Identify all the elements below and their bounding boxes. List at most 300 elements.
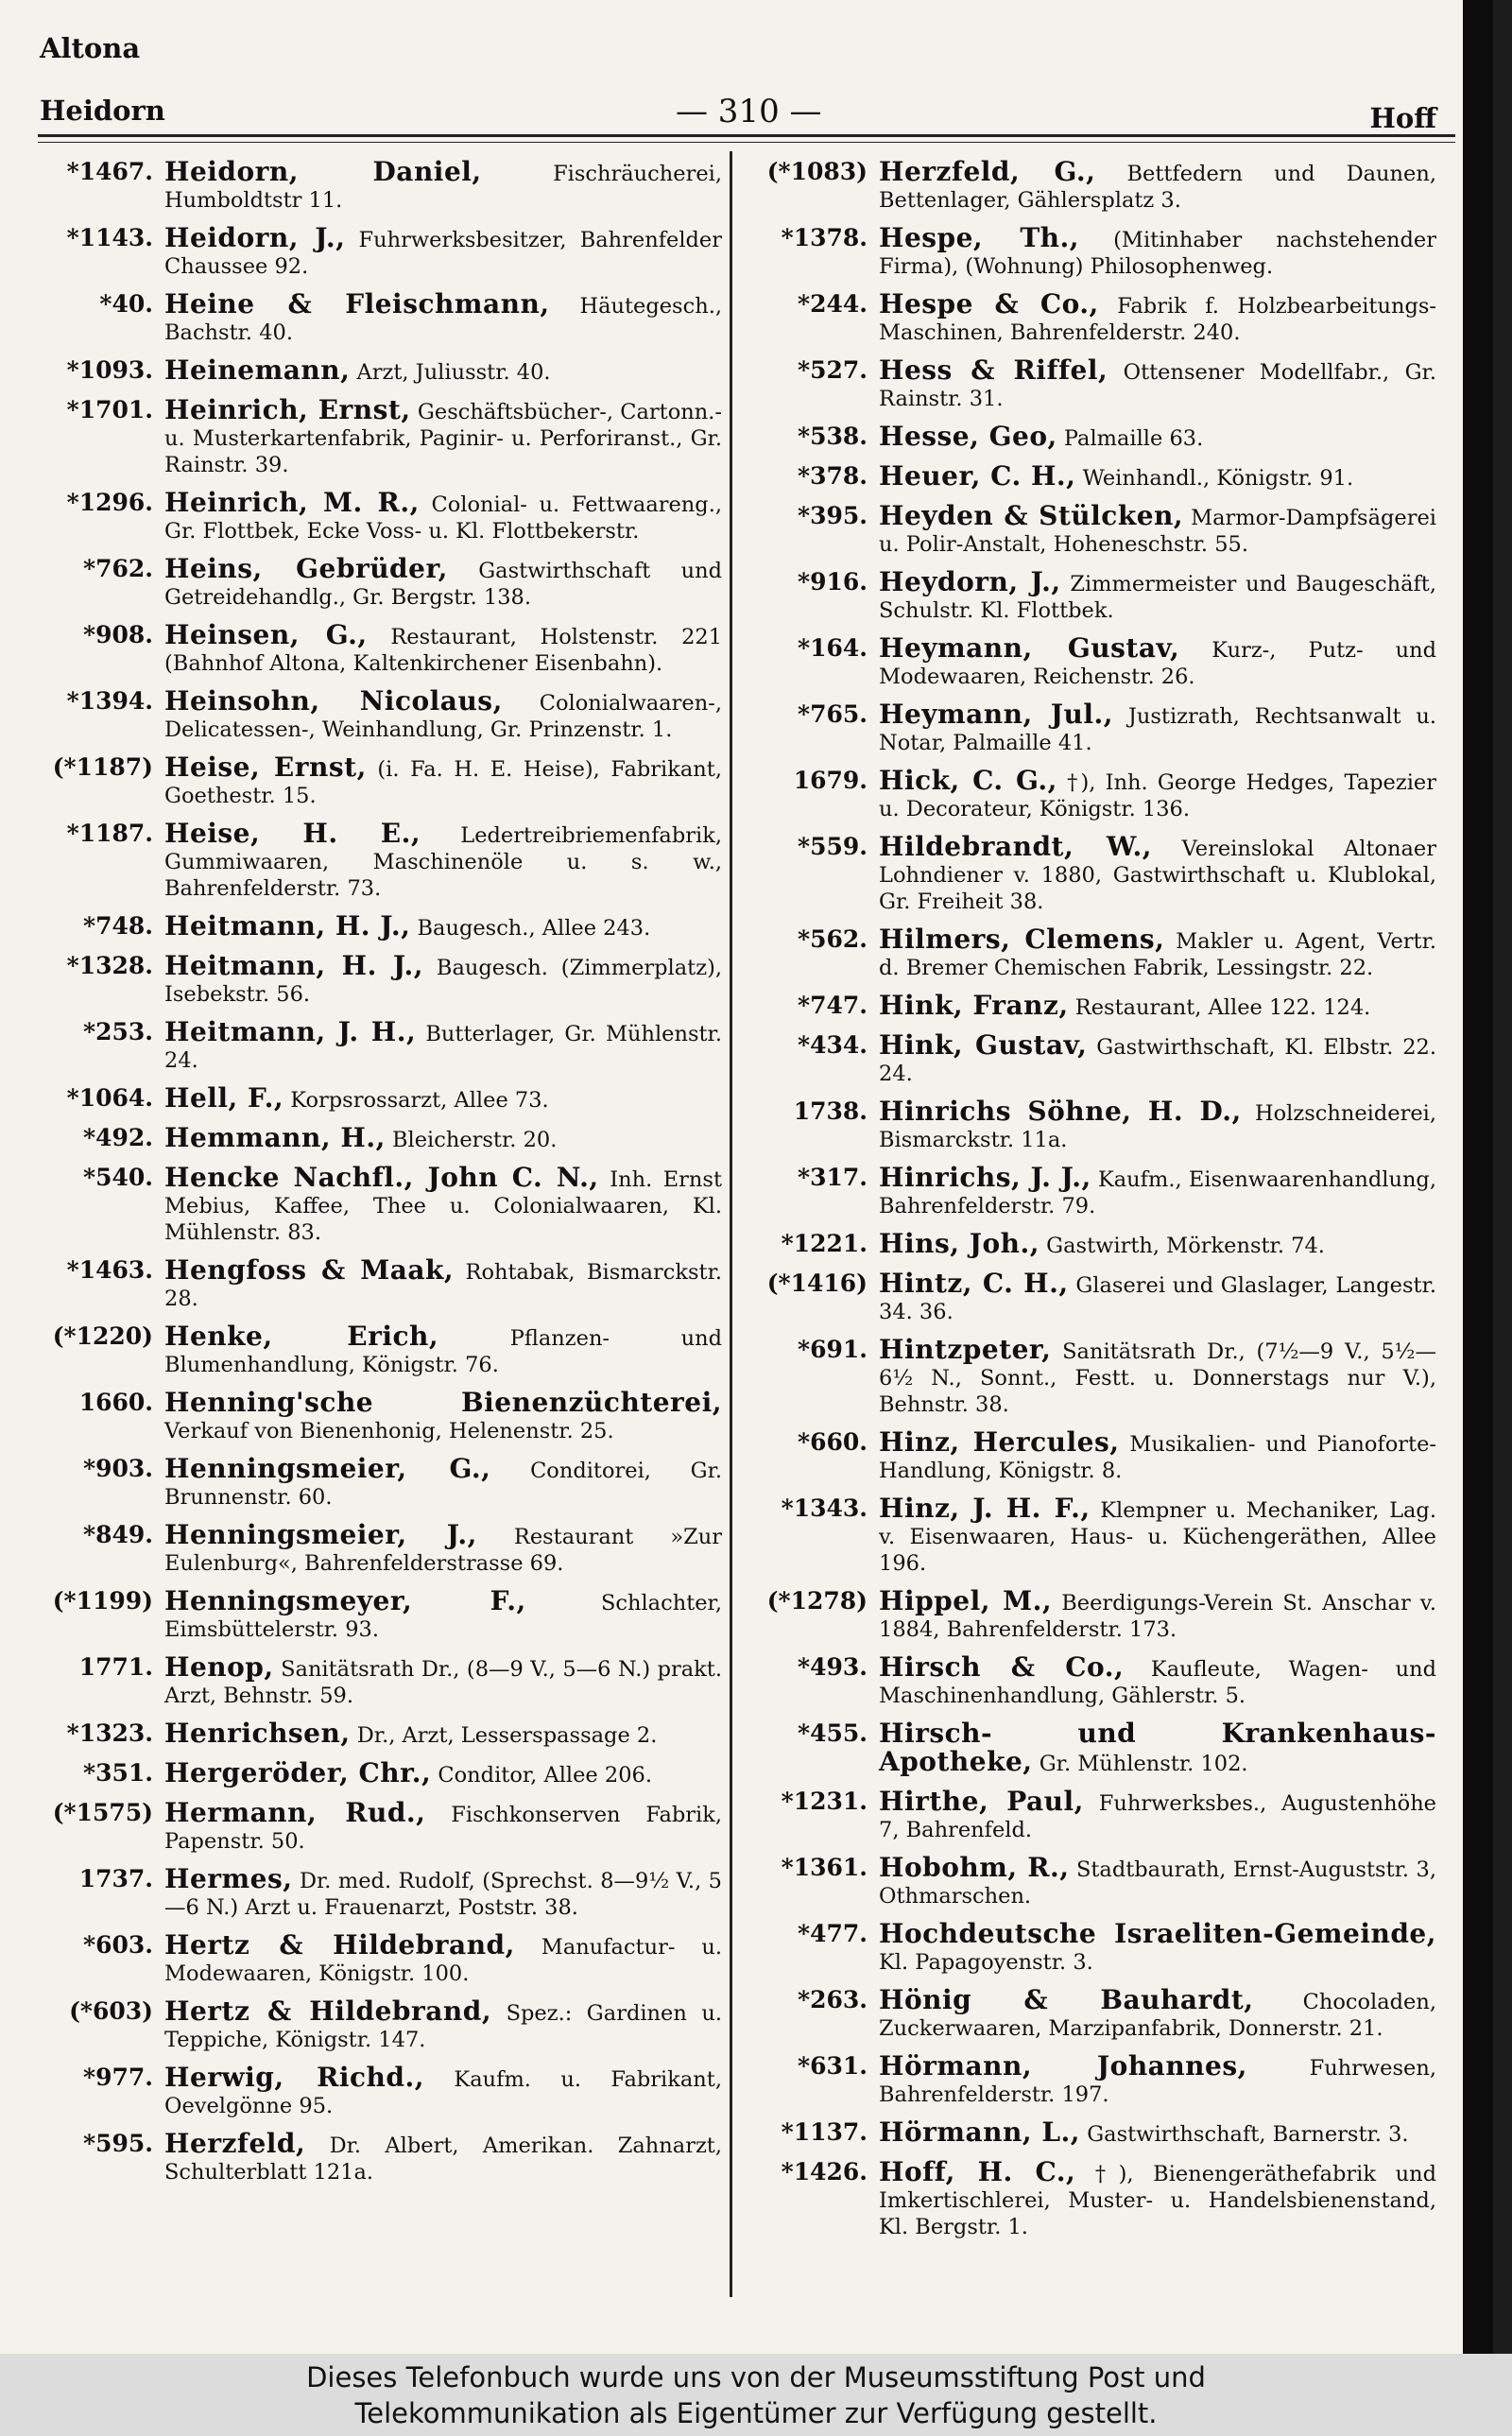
directory-entry <box>32 487 723 544</box>
directory-entry <box>747 156 1436 214</box>
entry-details: Sanitätsrath Dr., (7½—9 V., 5½—6½ N., Sonnt., Festt. u. Donnerstags nur V.), Behnstr. 38. <box>879 1339 1436 1417</box>
phone-number: 1737. <box>78 1865 153 1892</box>
entry-body <box>879 1162 1436 1219</box>
entry-body <box>164 1016 722 1074</box>
directory-entry <box>32 1387 722 1444</box>
entry-details: Kaufleute, Wagen- und Maschinenhandlung, Gählerstr. 5. <box>879 1657 1437 1708</box>
phone-number: *1221. <box>781 1230 868 1257</box>
entry-body <box>164 1757 722 1788</box>
entry-details: Baugesch., Allee 243. <box>417 916 651 941</box>
entry-body <box>879 990 1436 1021</box>
entry-name: Herzfeld, <box>164 2128 306 2159</box>
entry-name: Hink, Franz, <box>879 990 1069 1021</box>
phone-number: *1463. <box>66 1256 153 1284</box>
entry-body <box>164 1122 722 1153</box>
entry-name: Hell, F., <box>164 1082 284 1114</box>
phone-number: *1231. <box>781 1788 868 1815</box>
phone-number: *40. <box>99 290 153 318</box>
entry-name: Herzfeld, G., <box>879 156 1096 187</box>
directory-entry <box>32 1453 723 1511</box>
entry-body <box>164 1585 722 1643</box>
entry-body <box>879 288 1437 346</box>
entry-details: Ottensener Modellfabr., Gr. Rainstr. 31. <box>879 360 1436 411</box>
directory-entry <box>747 1334 1436 1418</box>
phone-number: *1064. <box>66 1084 153 1112</box>
entry-body <box>879 1852 1436 1909</box>
entry-body <box>879 926 1436 981</box>
entry-details: Glaserei und Glaslager, Langestr. 34. 36. <box>879 1273 1436 1324</box>
entry-details: Restaurant »Zur Eulenburg«, Bahrenfelderstrasse 69. <box>164 1525 722 1576</box>
phone-number: *762. <box>83 555 153 582</box>
entry-name: Hick, C. G., <box>879 765 1057 796</box>
entry-body <box>164 1162 723 1246</box>
phone-number: *1343. <box>781 1494 868 1522</box>
phone-number: (*1416) <box>766 1270 868 1297</box>
phone-number: *908. <box>83 621 153 648</box>
phone-number: *562. <box>798 925 868 953</box>
phone-number: *164. <box>798 634 868 662</box>
directory-entry <box>747 1228 1436 1259</box>
right-column <box>747 156 1437 2252</box>
left-running-head: Heidorn <box>40 95 165 127</box>
entry-name: Heinsohn, Nicolaus, <box>164 685 503 717</box>
entry-body <box>164 156 722 214</box>
entry-details: Makler u. Agent, Vertr. d. Bremer Chemischen Fabrik, Lessingstr. 22. <box>879 929 1436 980</box>
directory-entry <box>747 1270 1436 1325</box>
directory-entry <box>747 2156 1436 2240</box>
phone-number: *492. <box>83 1124 153 1151</box>
entry-name: Henningsmeier, G., <box>164 1453 491 1484</box>
directory-entry <box>747 354 1436 412</box>
entry-name: Heise, H. E., <box>164 818 421 849</box>
entry-details: Chocoladen, Zuckerwaaren, Marzipanfabrik, Donnerstr. 21. <box>879 1990 1436 2041</box>
entry-name: Heymann, Jul., <box>879 699 1113 730</box>
entry-body <box>879 1585 1436 1643</box>
phone-number: *916. <box>798 568 868 596</box>
entry-details: Dr. Albert, Amerikan. Zahnarzt, Schulterblatt 121a. <box>164 2134 722 2185</box>
phone-number: (*603) <box>69 1997 153 2025</box>
directory-entry <box>747 1984 1436 2042</box>
right-running-head: Hoff <box>1369 102 1436 134</box>
entry-details: Sanitätsrath Dr., (8—9 V., 5—6 N.) prakt. Arzt, Behnstr. 59. <box>164 1657 722 1708</box>
entry-body <box>164 754 722 809</box>
entry-body <box>879 2050 1437 2108</box>
entry-body <box>164 1519 722 1577</box>
entry-details: Geschäftsbücher-, Cartonn.- u. Musterkartenfabrik, Paginir- u. Perforiranst., Gr. Rainstr. 39. <box>164 400 723 477</box>
entry-body <box>164 1995 722 2053</box>
entry-body <box>164 818 722 902</box>
entry-name: Hönig & Bauhardt, <box>879 1984 1254 2015</box>
entry-name: Hintz, C. H., <box>879 1268 1069 1299</box>
entry-details: Gastwirthschaft, Barnerstr. 3. <box>1087 2122 1409 2147</box>
entry-body <box>164 910 722 942</box>
entry-details: Arzt, Juliusstr. 40. <box>356 360 551 385</box>
entry-body <box>879 354 1436 412</box>
directory-entry <box>32 818 722 902</box>
directory-entry <box>32 1016 722 1074</box>
entry-name: Hoff, H. C., <box>879 2156 1076 2187</box>
entry-name: Hinz, Hercules, <box>879 1426 1120 1458</box>
entry-details: Kaufm. u. Fabrikant, Oevelgönne 95. <box>164 2067 722 2118</box>
entry-details: Musikalien- und Pianoforte-Handlung, Königstr. 8. <box>879 1432 1436 1483</box>
entry-details: Gastwirth, Mörkenstr. 74. <box>1046 1234 1325 1258</box>
entry-details: Kurz-, Putz- und Modewaaren, Reichenstr. 26. <box>879 638 1436 689</box>
phone-number: (*1575) <box>52 1799 153 1826</box>
directory-entry <box>32 1082 722 1114</box>
directory-entry <box>747 1852 1436 1909</box>
entry-body <box>164 950 722 1008</box>
directory-entry <box>32 1995 722 2053</box>
phone-number: *1143. <box>66 224 153 251</box>
entry-name: Henop, <box>164 1651 274 1683</box>
city-title: Altona <box>40 32 141 64</box>
entry-name: Hildebrandt, W., <box>879 831 1152 862</box>
directory-entry <box>32 1122 722 1153</box>
entry-body <box>879 632 1436 690</box>
book-spine <box>1463 0 1493 2354</box>
entry-name: Heidorn, J., <box>164 222 346 253</box>
phone-number: *631. <box>798 2052 868 2080</box>
entry-name: Heinrich, Ernst, <box>164 394 411 425</box>
entry-name: Hengfoss & Maak, <box>164 1254 455 1286</box>
directory-entry <box>747 500 1436 558</box>
entry-details: (Mitinhaber nachstehender Firma), (Wohnung) Philosophenweg. <box>879 228 1436 279</box>
phone-number: *244. <box>798 290 868 318</box>
entry-details: Verkauf von Bienenhonig, Helenenstr. 25. <box>164 1419 614 1443</box>
phone-number: *977. <box>83 2064 153 2091</box>
phone-number: 1660. <box>78 1389 153 1416</box>
entry-details: Manufactur- u. Modewaaren, Königstr. 100. <box>164 1935 722 1986</box>
entry-details: Restaurant, Allee 122. 124. <box>1074 995 1371 1020</box>
directory-entry <box>32 354 722 386</box>
directory-entry <box>747 701 1436 756</box>
entry-details: Bleicherstr. 20. <box>391 1128 558 1152</box>
entry-body <box>879 1984 1436 2042</box>
phone-number: *1137. <box>781 2118 868 2146</box>
entry-details: Korpsrossarzt, Allee 73. <box>290 1088 549 1113</box>
phone-number: *1093. <box>66 356 153 384</box>
entry-body <box>164 1254 723 1312</box>
entry-details: Butterlager, Gr. Mühlenstr. 24. <box>164 1022 722 1073</box>
phone-number: *765. <box>798 700 868 728</box>
entry-details: Palmaille 63. <box>1063 426 1204 451</box>
phone-number: (*1220) <box>52 1322 153 1350</box>
entry-name: Henningsmeyer, F., <box>164 1585 526 1616</box>
footer-line-1: Dieses Telefonbuch wurde uns von der Museumsstiftung Post und <box>306 2361 1206 2393</box>
phone-number: 1679. <box>793 767 868 794</box>
entry-details: Beerdigungs-Verein St. Anschar v. 1884, Bahrenfelderstr. 173. <box>879 1591 1436 1642</box>
phone-number: *691. <box>798 1336 868 1363</box>
entry-name: Hörmann, Johannes, <box>879 2050 1247 2082</box>
entry-body <box>879 1334 1436 1418</box>
directory-entry <box>747 1918 1436 1976</box>
directory-entry <box>747 1495 1436 1577</box>
entry-body <box>164 619 723 677</box>
directory-entry <box>747 2116 1436 2148</box>
entry-details: Pflanzen- und Blumenhandlung, Königstr. 76. <box>164 1326 722 1377</box>
entry-details: Gastwirthschaft, Kl. Elbstr. 22. 24. <box>879 1035 1436 1086</box>
phone-number: *603. <box>83 1931 153 1959</box>
entry-details: Bettfedern und Daunen, Bettenlager, Gählersplatz 3. <box>879 162 1436 213</box>
directory-entry <box>32 1651 722 1709</box>
phone-number: *434. <box>798 1031 868 1059</box>
entry-body <box>164 1387 722 1444</box>
entry-details: Justizrath, Rechtsanwalt u. Notar, Palmaille 41. <box>879 704 1436 755</box>
page-number: — 310 — <box>676 93 822 130</box>
directory-entry <box>747 1651 1437 1709</box>
directory-entry <box>747 1426 1436 1484</box>
entry-name: Hesse, Geo, <box>879 421 1057 452</box>
entry-body <box>879 1270 1436 1325</box>
phone-number: *317. <box>798 1164 868 1191</box>
entry-body <box>164 685 722 743</box>
entry-body <box>164 553 723 611</box>
entry-name: Hink, Gustav, <box>879 1029 1088 1061</box>
directory-entry <box>32 1929 722 1987</box>
directory-entry <box>747 1720 1436 1777</box>
phone-number: *903. <box>83 1455 153 1482</box>
entry-name: Heuer, C. H., <box>879 460 1076 492</box>
directory-entry <box>32 910 722 942</box>
directory-entry <box>32 950 722 1008</box>
entry-body <box>164 2128 722 2185</box>
entry-details: Fuhrwesen, Bahrenfelderstr. 197. <box>879 2056 1437 2107</box>
entry-details: Kaufm., Eisenwaarenhandlung, Bahrenfelderstr. 79. <box>879 1167 1436 1218</box>
entry-details: Gastwirthschaft und Getreidehandlg., Gr. Bergstr. 138. <box>164 559 723 610</box>
entry-body <box>164 354 722 386</box>
entry-name: Hespe & Co., <box>879 288 1099 320</box>
entry-details: Fuhrwerksbesitzer, Bahrenfelder Chaussee 92. <box>164 228 723 279</box>
phone-number: *527. <box>798 356 868 384</box>
phone-number: *1426. <box>781 2158 868 2185</box>
directory-entry <box>32 1863 722 1921</box>
entry-body <box>164 394 723 478</box>
entry-details: Dr., Arzt, Lesserspassage 2. <box>356 1723 658 1748</box>
entry-body <box>879 1029 1436 1087</box>
directory-entry <box>747 566 1436 624</box>
phone-number: *748. <box>83 912 153 940</box>
entry-name: Heinsen, G., <box>164 619 368 650</box>
entry-details: Colonialwaaren-, Delicatessen-, Weinhandlung, Gr. Prinzenstr. 1. <box>164 691 722 742</box>
header-rule-thin <box>38 142 1455 143</box>
phone-number: *455. <box>798 1719 868 1747</box>
entry-body <box>879 500 1436 558</box>
directory-entry <box>32 288 722 346</box>
phone-number: (*1278) <box>766 1587 868 1615</box>
directory-entry <box>32 1585 722 1643</box>
phone-number: *378. <box>798 462 868 490</box>
directory-entry <box>747 222 1436 280</box>
entry-name: Heise, Ernst, <box>164 752 367 783</box>
directory-entry <box>32 222 723 280</box>
entry-details: (i. Fa. H. E. Heise), Fabrikant, Goethestr. 15. <box>164 757 722 808</box>
entry-body <box>879 222 1436 280</box>
entry-details: Conditorei, Gr. Brunnenstr. 60. <box>164 1459 723 1510</box>
entry-body <box>164 1720 722 1749</box>
phone-number: *747. <box>798 992 868 1019</box>
phone-number: 1738. <box>793 1097 868 1125</box>
footer-credit <box>0 2354 1512 2436</box>
directory-entry <box>32 1519 722 1577</box>
directory-entry <box>32 1797 723 1855</box>
entry-details: Gr. Mühlenstr. 102. <box>1039 1752 1248 1776</box>
entry-details: Weinhandl., Königstr. 91. <box>1082 466 1354 491</box>
entry-body <box>164 1863 722 1921</box>
directory-entry <box>747 423 1436 452</box>
entry-body <box>879 566 1436 624</box>
entry-name: Heine & Fleischmann, <box>164 288 550 320</box>
phone-number: *1394. <box>66 687 153 715</box>
entry-details: Restaurant, Holstenstr. 221 (Bahnhof Altona, Kaltenkirchener Eisenbahn). <box>164 625 723 676</box>
entry-name: Henke, Erich, <box>164 1321 439 1352</box>
directory-entry <box>747 460 1436 492</box>
entry-details: Ledertreibriemenfabrik, Gummiwaaren, Maschinenöle u. s. w., Bahrenfelderstr. 73. <box>164 823 722 901</box>
entry-details: Dr. med. Rudolf, (Sprechst. 8—9½ V., 5—6 N.) Arzt u. Frauenarzt, Poststr. 38. <box>164 1869 722 1920</box>
directory-entry <box>32 1254 723 1312</box>
entry-body <box>879 1720 1436 1777</box>
entry-name: Hess & Riffel, <box>879 354 1108 386</box>
entry-body <box>879 2116 1436 2148</box>
entry-name: Hermes, <box>164 1863 293 1894</box>
entry-details: Vereinslokal Altonaer Lohndiener v. 1880, Gastwirthschaft u. Klublokal, Gr. Freiheit 38. <box>879 837 1437 914</box>
entry-body <box>879 1651 1437 1709</box>
phone-number: *1361. <box>781 1854 868 1881</box>
entry-name: Henningsmeier, J., <box>164 1519 477 1550</box>
directory-entry <box>32 1757 722 1788</box>
entry-details: Colonial- u. Fettwaareng., Gr. Flottbek, Ecke Voss- u. Kl. Flottbekerstr. <box>164 492 723 544</box>
entry-name: Heitmann, H. J., <box>164 950 423 981</box>
entry-body <box>164 1323 722 1378</box>
directory-entry <box>32 2062 722 2119</box>
entry-name: Heinrich, M. R., <box>164 487 420 518</box>
entry-name: Hirsch- und Krankenhaus-Apotheke, <box>879 1718 1436 1777</box>
entry-details: Stadtbaurath, Ernst-Auguststr. 3, Othmarschen. <box>879 1857 1436 1909</box>
directory-entry <box>747 1029 1436 1087</box>
phone-number: *477. <box>798 1920 868 1947</box>
entry-name: Hergeröder, Chr., <box>164 1757 432 1788</box>
phone-number: *1378. <box>781 224 868 251</box>
directory-entry <box>747 2050 1437 2108</box>
entry-name: Herwig, Richd., <box>164 2062 424 2093</box>
entry-body <box>164 1929 722 1987</box>
entry-details: Fuhrwerksbes., Augustenhöhe 7, Bahrenfeld. <box>879 1791 1436 1842</box>
entry-name: Hintzpeter, <box>879 1334 1052 1365</box>
directory-entry <box>747 1585 1436 1643</box>
entry-name: Heydorn, J., <box>879 566 1061 597</box>
directory-entry <box>747 632 1436 690</box>
entry-details: Marmor-Dampfsägerei u. Polir-Anstalt, Hoheneschstr. 55. <box>879 506 1436 557</box>
phone-number: *538. <box>798 423 868 450</box>
entry-body <box>164 1797 723 1855</box>
entry-body <box>879 1495 1436 1577</box>
entry-name: Hippel, M., <box>879 1585 1053 1616</box>
phone-number: *1296. <box>66 489 153 516</box>
entry-name: Heinemann, <box>164 354 351 386</box>
entry-body <box>879 423 1436 452</box>
entry-details: Rohtabak, Bismarckstr. 28. <box>164 1260 723 1311</box>
directory-entry <box>32 394 723 478</box>
directory-entry <box>747 765 1436 822</box>
entry-details: Zimmermeister und Baugeschäft, Schulstr. Kl. Flottbek. <box>879 572 1436 623</box>
directory-entry <box>747 926 1436 981</box>
entry-name: Hörmann, L., <box>879 2116 1081 2148</box>
entry-name: Hochdeutsche Israeliten-Gemeinde, <box>879 1918 1436 1949</box>
entry-name: Hirsch & Co., <box>879 1651 1125 1683</box>
entry-body <box>879 156 1436 214</box>
phone-number: *559. <box>798 833 868 860</box>
entry-details: Schlachter, Eimsbüttelerstr. 93. <box>164 1591 722 1642</box>
entry-name: Hinz, J. H. F., <box>879 1493 1091 1524</box>
entry-name: Heymann, Gustav, <box>879 632 1180 664</box>
entry-body <box>879 1788 1436 1843</box>
entry-details: Inh. Ernst Mebius, Kaffee, Thee u. Colonialwaaren, Kl. Mühlenstr. 83. <box>164 1167 723 1245</box>
entry-details: Spez.: Gardinen u. Teppiche, Königstr. 147. <box>164 2001 722 2052</box>
phone-number: *1323. <box>66 1719 153 1747</box>
entry-body <box>879 831 1437 915</box>
entry-name: Heitmann, J. H., <box>164 1016 417 1047</box>
entry-name: Hinrichs Söhne, H. D., <box>879 1096 1242 1127</box>
directory-entry <box>32 1323 722 1378</box>
entry-name: Hinrichs, J. J., <box>879 1162 1091 1193</box>
directory-entry <box>32 2128 722 2185</box>
phone-number: (*1187) <box>52 753 153 781</box>
entry-details: Fischräucherei, Humboldtstr 11. <box>164 162 722 213</box>
entry-name: Heyden & Stülcken, <box>879 500 1184 531</box>
entry-body <box>164 1453 723 1511</box>
entry-name: Hencke Nachfl., John C. N., <box>164 1162 599 1193</box>
entry-details: †), Bienengeräthefabrik und Imkertischlerei, Muster- u. Handelsbienenstand, Kl. Bergstr. 1. <box>879 2162 1436 2239</box>
entry-body <box>879 1098 1436 1153</box>
entry-details: Klempner u. Mechaniker, Lag. v. Eisenwaaren, Haus- u. Küchengeräthen, Allee 196. <box>879 1498 1436 1576</box>
directory-entry <box>747 1788 1436 1843</box>
footer-line-2: Telekommunikation als Eigentümer zur Verfügung gestellt. <box>354 2397 1158 2429</box>
entry-details: Fabrik f. Holzbearbeitungs-Maschinen, Bahrenfelderstr. 240. <box>879 294 1437 345</box>
directory-entry <box>32 685 722 743</box>
entry-name: Henrichsen, <box>164 1718 351 1749</box>
entry-body <box>164 1651 722 1709</box>
entry-body <box>879 701 1436 756</box>
directory-entry <box>32 754 722 809</box>
entry-body <box>164 1082 722 1114</box>
entry-body <box>879 1228 1436 1259</box>
phone-number: *660. <box>798 1428 868 1456</box>
entry-details: Conditor, Allee 206. <box>438 1763 652 1788</box>
entry-details: †), Inh. George Hedges, Tapezier u. Decorateur, Königstr. 136. <box>879 770 1436 821</box>
directory-entry <box>747 831 1437 915</box>
header-rule <box>38 134 1455 137</box>
phone-number: *849. <box>83 1521 153 1548</box>
entry-name: Hertz & Hildebrand, <box>164 1995 492 2027</box>
directory-entry <box>747 288 1437 346</box>
entry-body <box>164 2062 722 2119</box>
entry-details: Kl. Papagoyenstr. 3. <box>879 1950 1093 1975</box>
phone-number: *1328. <box>66 952 153 979</box>
entry-body <box>164 487 723 544</box>
phone-number: *395. <box>798 502 868 529</box>
phone-number: (*1199) <box>52 1587 153 1615</box>
directory-entry <box>32 156 722 214</box>
entry-name: Hemmann, H., <box>164 1122 386 1153</box>
entry-body <box>879 1426 1436 1484</box>
column-divider <box>730 151 732 2297</box>
entry-name: Hertz & Hildebrand, <box>164 1929 515 1961</box>
entry-name: Heidorn, Daniel, <box>164 156 482 187</box>
entry-name: Heitmann, H. J., <box>164 910 411 942</box>
entry-name: Hobohm, R., <box>879 1852 1070 1883</box>
phone-number: *493. <box>798 1653 868 1681</box>
directory-entry <box>747 1098 1436 1153</box>
entry-name: Hermann, Rud., <box>164 1797 426 1828</box>
